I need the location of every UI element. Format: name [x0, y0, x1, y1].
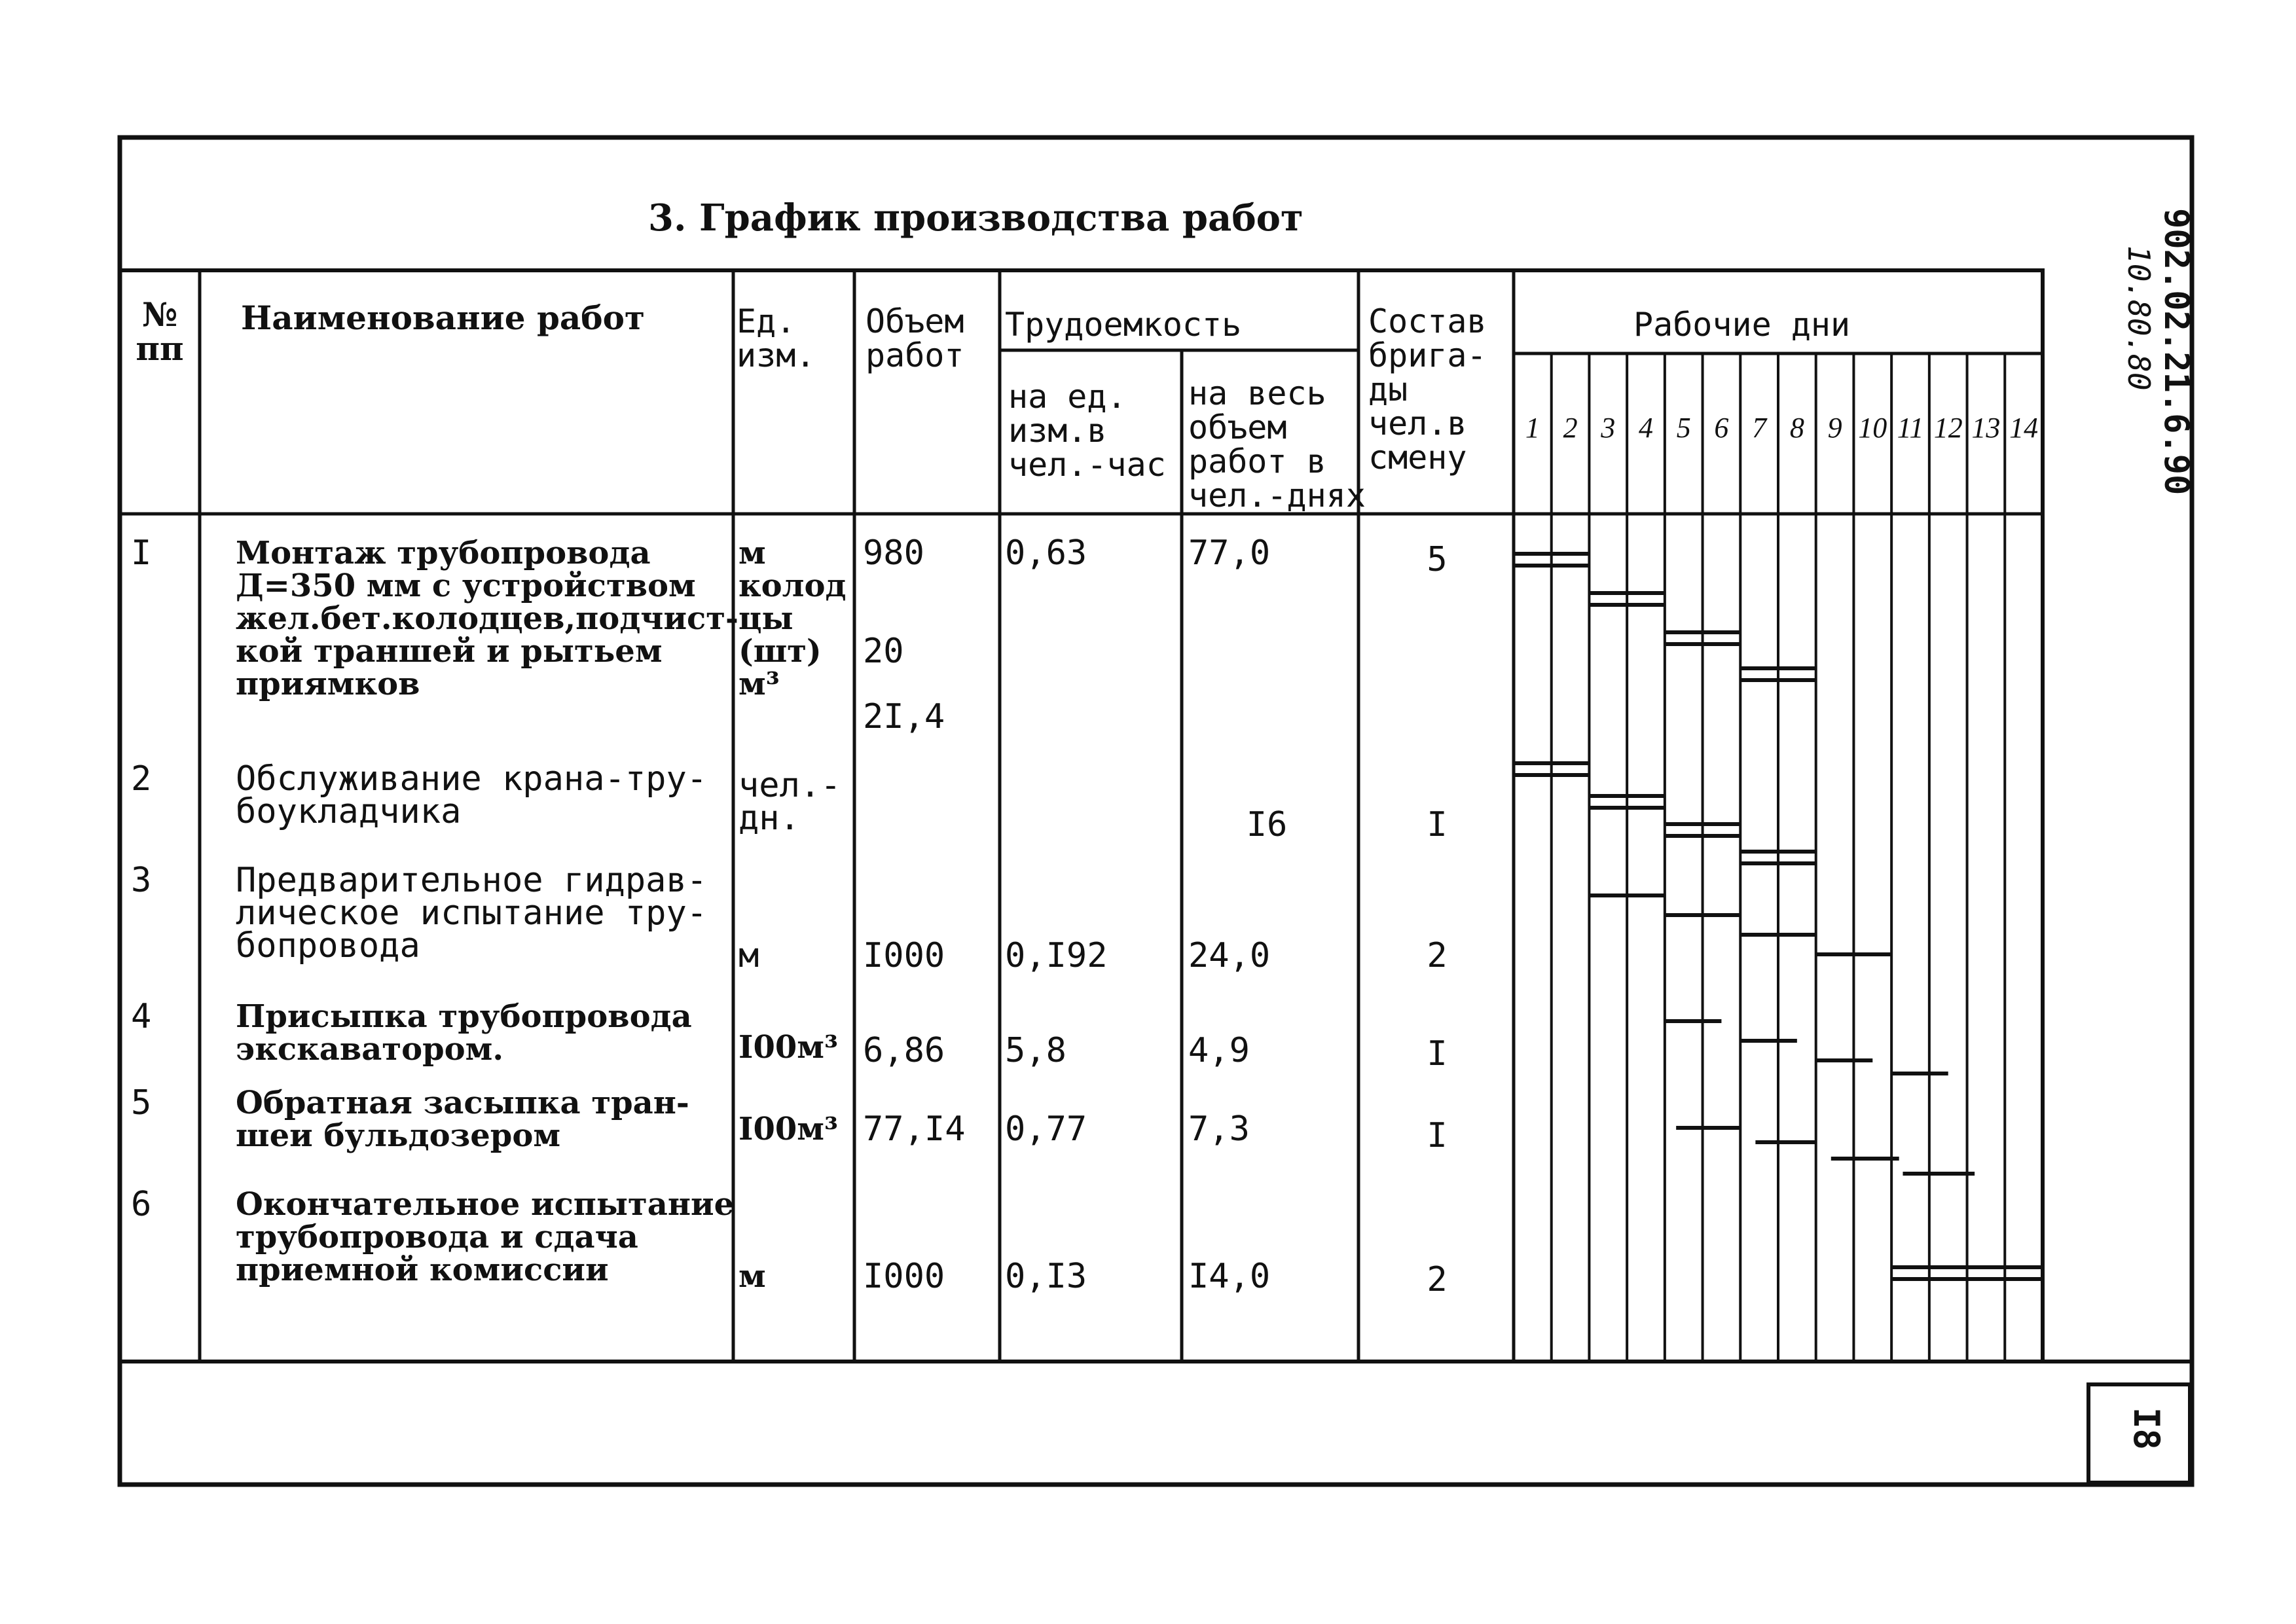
row-volume: I000	[863, 936, 945, 975]
row-number: I	[131, 533, 152, 573]
row-work-name: Предварительное гидрав- лическое испытание тру- бопровода	[236, 861, 708, 965]
row-number: 6	[131, 1185, 152, 1224]
day-number: 5	[1676, 412, 1691, 444]
row-crew: 5	[1427, 540, 1448, 579]
row-work-name: Окончательное испытание трубопровода и сдача приемной комиссии	[236, 1186, 735, 1288]
row-unit: I00м³	[738, 1029, 838, 1066]
row-volume: 6,86	[863, 1031, 945, 1070]
row-labor-total: 4,9	[1188, 1031, 1250, 1070]
row-labor-per-unit: 0,I3	[1005, 1257, 1087, 1296]
header-labor: Трудоемкость	[1005, 306, 1242, 344]
page-number: I8	[2126, 1407, 2167, 1451]
day-number: 2	[1563, 412, 1578, 444]
row-work-name: Обслуживание крана-тру- боукладчика	[236, 759, 708, 831]
header-labor-total: на весь объем работ в чел.-днях	[1188, 374, 1366, 514]
document-code: 902.02.21.6.90	[2157, 208, 2196, 496]
day-number: 4	[1639, 412, 1653, 444]
row-crew: I	[1427, 1116, 1448, 1155]
row-crew: 2	[1427, 1260, 1448, 1299]
row-unit: м колод цы (шт) м³	[738, 535, 847, 702]
row-unit: чел.- дн.	[738, 766, 841, 838]
day-number: 3	[1601, 412, 1616, 444]
header-volume: Объем работ	[866, 302, 964, 374]
day-number: 7	[1752, 412, 1767, 444]
row-labor-total: I6	[1246, 805, 1288, 844]
row-number: 5	[131, 1083, 152, 1123]
day-number: 10	[1858, 412, 1887, 444]
row-unit: м	[738, 1258, 766, 1295]
row-labor-total: 77,0	[1188, 533, 1271, 573]
document-code-secondary: 10.80.80	[2121, 245, 2157, 391]
row-number: 3	[131, 861, 152, 900]
header-num: № пп	[136, 295, 184, 368]
row-labor-per-unit: 0,63	[1005, 533, 1087, 573]
row-labor-total: 24,0	[1188, 936, 1271, 975]
row-labor-total: I4,0	[1188, 1257, 1271, 1296]
row-labor-per-unit: 0,77	[1005, 1110, 1087, 1149]
row-crew: I	[1427, 1034, 1448, 1074]
row-unit: м	[738, 936, 759, 975]
row-volume: 980 20 2I,4	[863, 533, 945, 736]
row-work-name: Присыпка трубопровода экскаватором.	[236, 998, 692, 1068]
row-volume: I000	[863, 1257, 945, 1296]
day-number: 9	[1827, 412, 1842, 444]
row-number: 2	[131, 759, 152, 799]
header-days: Рабочие дни	[1633, 306, 1851, 344]
header-crew: Состав брига- ды чел.в смену	[1368, 302, 1487, 477]
header-labor-per-unit: на ед. изм.в чел.-час	[1008, 378, 1166, 484]
header-name: Наименование работ	[241, 298, 645, 337]
day-number: 8	[1789, 412, 1804, 444]
page-title: 3. График производства работ	[648, 196, 1303, 240]
row-work-name: Монтаж трубопровода Д=350 мм с устройством жел.бет.колодцев,подчист- кой траншей и рытьем приямков	[236, 535, 738, 702]
day-number: 14	[2009, 412, 2039, 444]
row-number: 4	[131, 997, 152, 1036]
row-labor-per-unit: 0,I92	[1005, 936, 1108, 975]
row-unit: I00м³	[738, 1111, 838, 1147]
row-crew: 2	[1427, 936, 1448, 975]
header-unit: Ед. изм.	[737, 302, 816, 374]
row-labor-per-unit: 5,8	[1005, 1031, 1066, 1070]
row-work-name: Обратная засыпка тран- шеи бульдозером	[236, 1085, 689, 1154]
row-crew: I	[1427, 805, 1448, 844]
row-volume: 77,I4	[863, 1110, 966, 1149]
row-labor-total: 7,3	[1188, 1110, 1250, 1149]
day-number: 12	[1933, 412, 1963, 444]
day-number: 1	[1525, 412, 1540, 444]
day-number: 11	[1897, 412, 1924, 444]
day-number: 6	[1714, 412, 1729, 444]
day-number: 13	[1971, 412, 2001, 444]
